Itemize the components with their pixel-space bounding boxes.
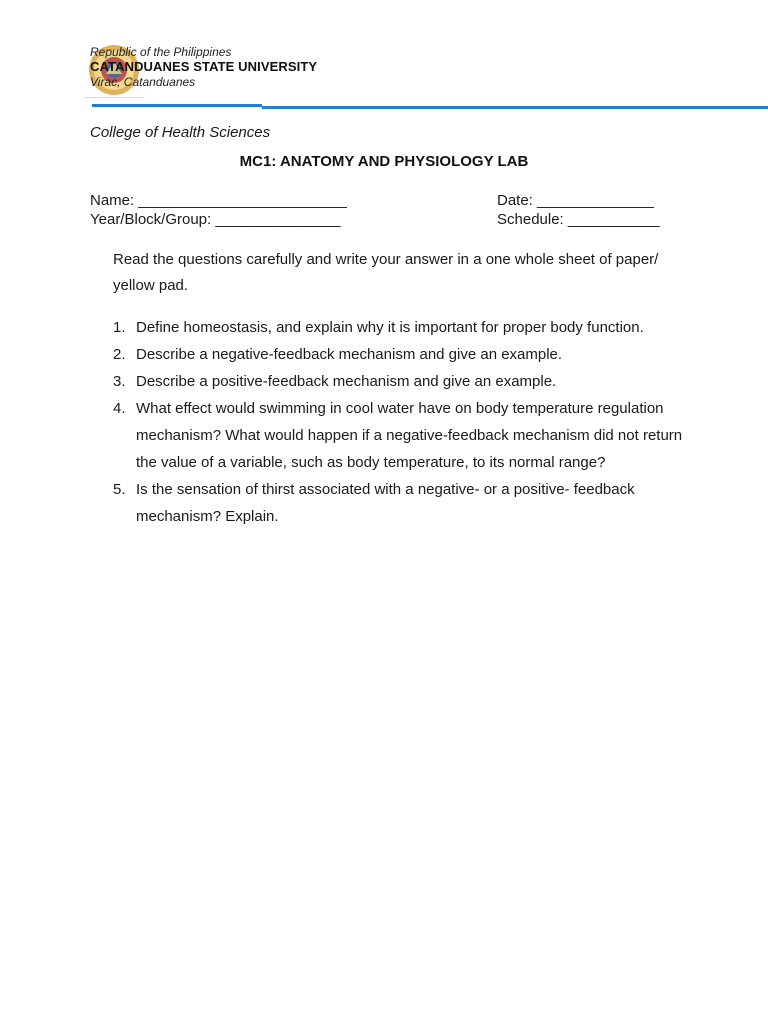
question-item [113, 341, 683, 368]
question-number: 4. [113, 400, 126, 417]
name-field: Name: _________________________ [90, 192, 347, 209]
question-item [113, 476, 683, 530]
page-title: MC1: ANATOMY AND PHYSIOLOGY LAB [239, 153, 529, 170]
header-rule-right [262, 106, 768, 109]
question-list [113, 314, 683, 530]
question-item [113, 368, 683, 395]
question-number: 1. [113, 319, 126, 336]
schedule-field: Schedule: ___________ [497, 211, 660, 228]
question-item [113, 395, 683, 476]
logo-underline [84, 97, 144, 98]
year-block-group-field: Year/Block/Group: _______________ [90, 211, 341, 228]
question-number: 2. [113, 346, 126, 363]
question-text: Is the sensation of thirst associated with a negative- or a positive- feedback mechanism? Explain. [136, 481, 635, 525]
question-text: What effect would swimming in cool water have on body temperature regulation mechanism? What would happen if a negative-feedback mechanism did not return the value of a variable, such as body temperature, to its normal range? [136, 400, 683, 471]
date-field: Date: ______________ [497, 192, 654, 209]
question-item [113, 314, 683, 341]
header-rule-left [92, 104, 262, 107]
instructions-text: Read the questions carefully and write your answer in a one whole sheet of paper/ yellow pad. [113, 251, 659, 294]
question-text: Describe a positive-feedback mechanism and give an example. [136, 373, 557, 390]
question-number: 3. [113, 373, 126, 390]
question-text: Define homeostasis, and explain why it is important for proper body function. [136, 319, 644, 336]
letterhead-university: CATANDUANES STATE UNIVERSITY [90, 59, 318, 74]
letterhead [90, 45, 317, 89]
college-name: College of Health Sciences [90, 124, 271, 141]
letterhead-republic: Republic of the Philippines [90, 45, 232, 59]
question-text: Describe a negative-feedback mechanism and give an example. [136, 346, 563, 363]
letterhead-address: Virac, Catanduanes [90, 75, 196, 89]
question-number: 5. [113, 481, 126, 498]
